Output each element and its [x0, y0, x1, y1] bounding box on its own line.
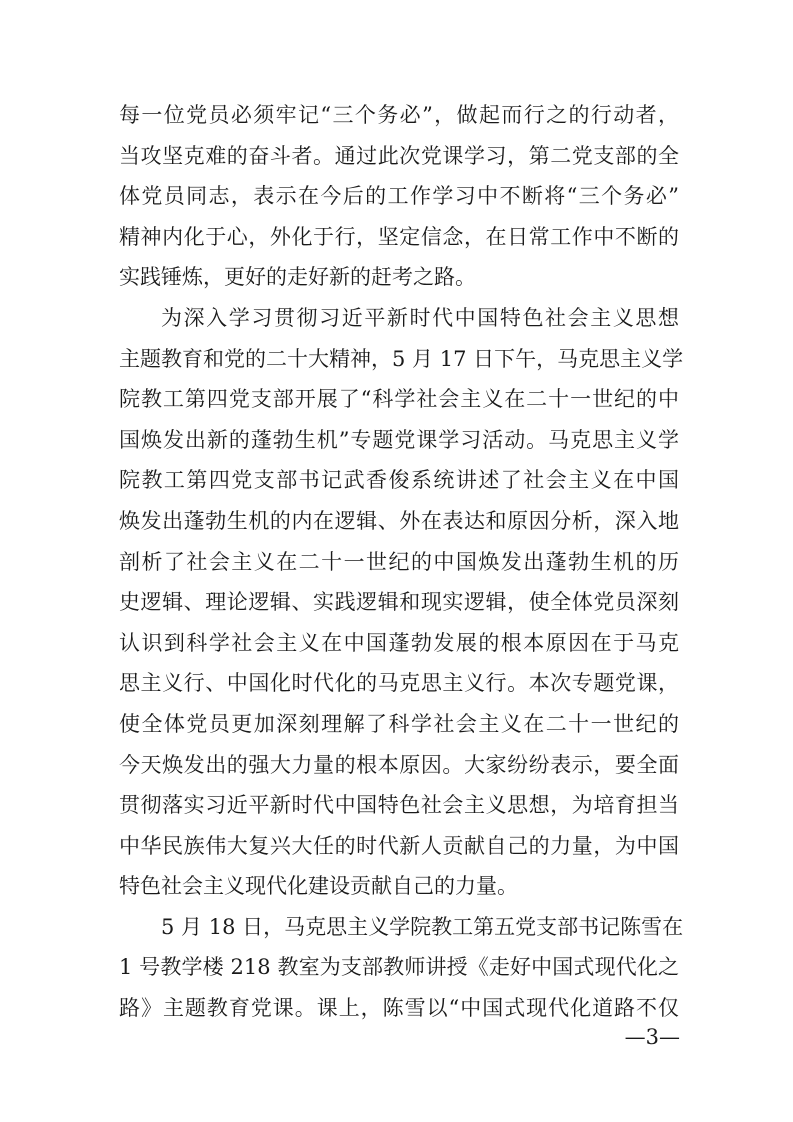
- body-text: [119, 95, 684, 1029]
- text-line: 中华民族伟大复兴大任的时代新人贡献自己的力量，为中国: [119, 833, 679, 858]
- text-line: 思主义行、中国化时代化的马克思主义行。本次专题党课，: [119, 671, 679, 696]
- text-line: 焕发出蓬勃生机的内在逻辑、外在表达和原因分析，深入地: [119, 508, 679, 533]
- text-line: 使全体党员更加深刻理解了科学社会主义在二十一世纪的: [119, 711, 679, 736]
- text-line: 贯彻落实习近平新时代中国特色社会主义思想，为培育担当: [119, 793, 679, 818]
- text-line: 主题教育和党的二十大精神，5 月 17 日下午，马克思主义学: [119, 346, 684, 371]
- text-line: 体党员同志，表示在今后的工作学习中不断将“三个务必”: [119, 184, 679, 209]
- text-line: 路》主题教育党课。课上，陈雪以“中国式现代化道路不仅: [119, 996, 679, 1021]
- text-line: 特色社会主义现代化建设贡献自己的力量。: [119, 874, 518, 899]
- text-line: 国焕发出新的蓬勃生机”专题党课学习活动。马克思主义学: [119, 427, 679, 452]
- text-line: 5 月 18 日，马克思主义学院教工第五党支部书记陈雪在: [161, 914, 684, 939]
- text-line: 每一位党员必须牢记“三个务必”，做起而行之的行动者，: [119, 103, 679, 127]
- text-line: 精神内化于心，外化于行，坚定信念，在日常工作中不断的: [119, 224, 679, 249]
- text-line: 史逻辑、理论逻辑、实践逻辑和现实逻辑，使全体党员深刻: [119, 590, 679, 615]
- text-line: 认识到科学社会主义在中国蓬勃发展的根本原因在于马克: [119, 630, 679, 655]
- page-number: —3—: [624, 1025, 680, 1049]
- text-line: 今天焕发出的强大力量的根本原因。大家纷纷表示，要全面: [119, 752, 679, 777]
- text-line: 当攻坚克难的奋斗者。通过此次党课学习，第二党支部的全: [119, 143, 679, 168]
- text-line: 为深入学习贯彻习近平新时代中国特色社会主义思想: [161, 305, 679, 330]
- text-line: 剖析了社会主义在二十一世纪的中国焕发出蓬勃生机的历: [119, 549, 679, 574]
- text-line: 1 号教学楼 218 教室为支部教师讲授《走好中国式现代化之: [119, 955, 679, 980]
- text-line: 实践锤炼，更好的走好新的赶考之路。: [119, 265, 476, 290]
- text-line: 院教工第四党支部书记武香俊系统讲述了社会主义在中国: [119, 468, 679, 493]
- text-line: 院教工第四党支部开展了“科学社会主义在二十一世纪的中: [119, 387, 679, 412]
